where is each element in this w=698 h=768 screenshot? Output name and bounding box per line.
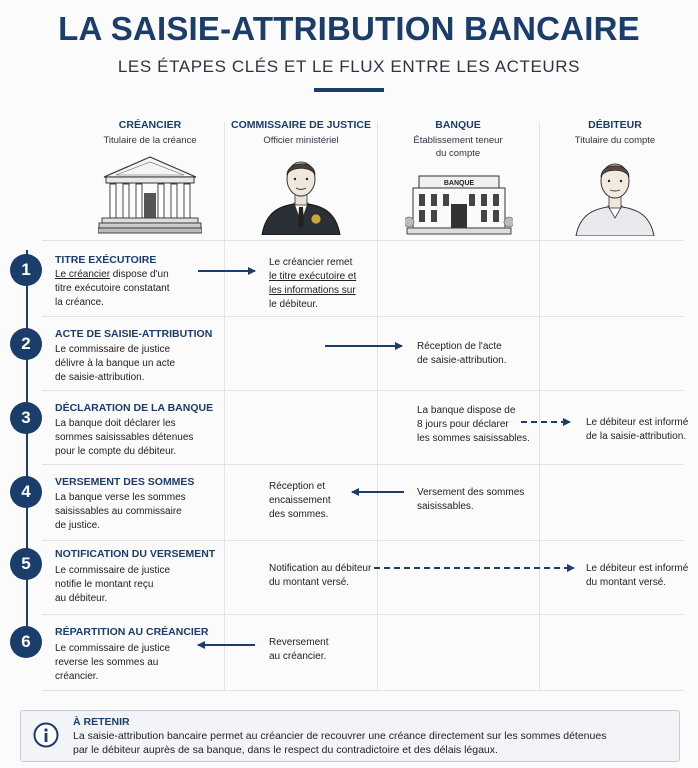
cell-text: saisissables. (417, 501, 474, 512)
cell-text: de saisie-attribution. (417, 355, 507, 366)
actor-debiteur-name: DÉBITEUR (588, 119, 642, 131)
cell-text: de la saisie-attribution. (586, 431, 687, 442)
step-number: 1 (10, 254, 42, 286)
actor-commissaire-name: COMMISSAIRE DE JUSTICE (230, 119, 372, 131)
step-number: 3 (10, 402, 42, 434)
step-desc-text: La banque doit déclarer les (55, 418, 176, 429)
cell-text: Réception de l'acte (417, 341, 502, 352)
step-desc-text: Le créancier (55, 269, 111, 280)
actor-banque-name: BANQUE (435, 119, 481, 131)
cell-text: du montant versé. (269, 577, 350, 588)
actor-commissaire-role: Officier ministériel (263, 135, 339, 146)
actor-debiteur-role: Titulaire du compte (574, 135, 656, 146)
step-desc-text: saisissables au commissaire (55, 506, 182, 517)
step-desc-text: délivre à la banque un acte (55, 358, 176, 369)
step-title: NOTIFICATION DU VERSEMENT (55, 548, 216, 560)
actor-banque-role-line: Établissement teneur (413, 135, 503, 146)
step-desc-text: titre exécutoire constatant (55, 283, 170, 294)
step-desc-text: La banque verse les sommes (55, 492, 186, 503)
step-title: DÉCLARATION DE LA BANQUE (55, 402, 214, 414)
cell-text: au créancier. (269, 651, 327, 662)
retenir-line: par le débiteur auprès de sa banque, dans le respect du contradictoire et des délais légaux. (73, 744, 498, 756)
step-desc-text: Le commissaire de justice (55, 565, 171, 576)
cell-text: le titre exécutoire et (269, 271, 357, 282)
cell-text: Réception et (269, 481, 326, 492)
cell-text: La banque dispose de (417, 405, 516, 416)
cell-text: Reversement (269, 637, 329, 648)
cell-text: Versement des sommes (417, 487, 525, 498)
step-desc-text: créancier. (55, 671, 99, 682)
retenir-text (73, 729, 643, 757)
cell-text: Le débiteur est informé (586, 563, 689, 574)
info-icon (33, 722, 59, 748)
step-title: ACTE DE SAISIE-ATTRIBUTION (55, 328, 213, 340)
step-number: 6 (10, 626, 42, 658)
cell-text: 8 jours pour déclarer (417, 419, 509, 430)
step-title: VERSEMENT DES SOMMES (55, 476, 195, 488)
cell-text: des sommes. (269, 509, 329, 520)
retenir-line: La saisie-attribution bancaire permet au créancier de recouvrer une créance directement sur les sommes détenues (73, 730, 607, 742)
cell-text: les sommes saisissables. (417, 433, 530, 444)
step-number: 5 (10, 548, 42, 580)
retenir-title: À RETENIR (73, 716, 130, 728)
page-title: LA SAISIE-ATTRIBUTION BANCAIRE (58, 10, 640, 47)
step-desc-text: Le commissaire de justice (55, 643, 171, 654)
step-desc-text: au débiteur. (55, 593, 108, 604)
step-desc-text: de justice. (55, 520, 101, 531)
cell-text: du montant versé. (586, 577, 667, 588)
step-desc-text: notifie le montant reçu (55, 579, 154, 590)
step-desc-text: pour le compte du débiteur. (55, 446, 177, 457)
step-desc-text: dispose d'un (110, 269, 169, 280)
cell-text: Le débiteur est informé (586, 417, 689, 428)
cell-text: Notification au débiteur (269, 563, 372, 574)
cell-text: le débiteur. (269, 299, 318, 310)
step-number: 2 (10, 328, 42, 360)
step-desc-text: reverse les sommes au (55, 657, 159, 668)
step-title: RÉPARTITION AU CRÉANCIER (55, 626, 209, 638)
cell-text: Le créancier remet (269, 257, 353, 268)
actor-creancier-role: Titulaire de la créance (103, 135, 197, 146)
step-desc-text: Le commissaire de justice (55, 344, 171, 355)
step-title: TITRE EXÉCUTOIRE (55, 254, 157, 266)
actor-banque-role-line: du compte (435, 148, 481, 159)
bank-sign: BANQUE (443, 180, 475, 187)
step-desc-text: sommes saisissables détenues (55, 432, 194, 443)
step-desc-text: de saisie-attribution. (55, 372, 145, 383)
step-number: 4 (10, 476, 42, 508)
step-desc-text: la créance. (55, 297, 104, 308)
cell-text: les informations sur (269, 285, 356, 296)
actor-creancier-name: CRÉANCIER (118, 119, 182, 131)
cell-text: encaissement (269, 495, 331, 506)
page-subtitle: LES ÉTAPES CLÉS ET LE FLUX ENTRE LES ACTEURS (117, 57, 581, 76)
